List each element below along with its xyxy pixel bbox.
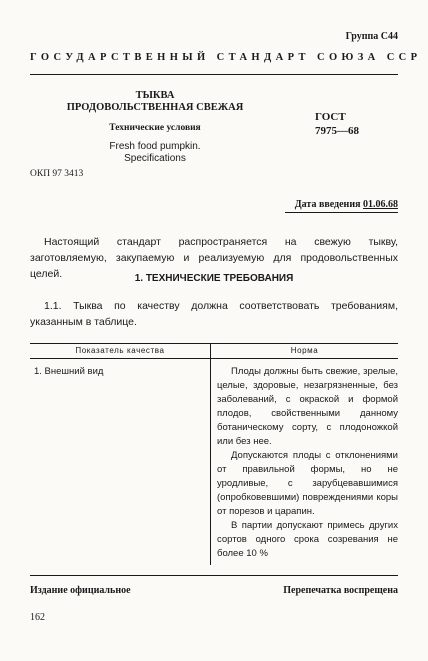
edition-note: Издание официальное: [30, 585, 131, 596]
gost-number: 7975—68: [315, 125, 359, 137]
introduction-date-label: Дата введения: [294, 199, 361, 210]
introduction-date-value: 01.06.68: [363, 199, 398, 210]
quality-table: [30, 343, 398, 565]
table-row: [30, 359, 398, 566]
title-block: [40, 90, 270, 165]
introduction-date: [295, 199, 398, 210]
header-divider: [30, 74, 398, 75]
title-line-1: ТЫКВА: [135, 90, 175, 101]
table-header-row: [30, 344, 398, 359]
norm-paragraph: В партии допускают примесь других сортов одного срока созревания не более 10 %: [217, 520, 398, 559]
norm-paragraph: Плоды должны быть свежие, зрелые, целые, здоровые, незагрязненные, без заболеваний, с окраской и формой плодов, свойственными данному ботаническому сорту, с плодоножкой или без нее.: [217, 366, 398, 447]
group-code: Группа С44: [345, 31, 398, 42]
okp-code: ОКП 97 3413: [30, 169, 84, 179]
section-title: 1. ТЕХНИЧЕСКИЕ ТРЕБОВАНИЯ: [134, 273, 294, 284]
reprint-note: Перепечатка воспрещена: [283, 585, 398, 596]
clause-1-1: 1.1. Тыква по качеству должна соответствовать требованиям, указанным в таблице.: [30, 300, 398, 328]
english-title-line-2: Specifications: [124, 153, 186, 164]
table-header-indicator: Показатель качества: [30, 344, 211, 359]
table-cell-indicator: 1. Внешний вид: [30, 359, 211, 566]
english-title: [40, 141, 270, 165]
table-header-norm: Норма: [211, 344, 399, 359]
date-divider: [285, 212, 398, 213]
footer-divider: [30, 575, 398, 576]
gost-designation: [315, 110, 359, 138]
english-title-line-1: Fresh food pumpkin.: [109, 141, 201, 152]
gost-label: ГОСТ: [315, 111, 346, 123]
table-cell-norm: [211, 359, 399, 566]
norm-paragraph: Допускаются плоды с отклонениями от правильной формы, но не уродливые, с зарубцевавшимися (опробковевшими) повреждениями коры от порезов и царапин.: [217, 450, 398, 517]
page-number: 162: [30, 612, 45, 623]
title-subtitle: Технические условия: [109, 123, 201, 133]
title-line-2: ПРОДОВОЛЬСТВЕННАЯ СВЕЖАЯ: [66, 102, 244, 113]
scope-paragraph: Настоящий стандарт распространяется на свежую тыкву, заготовляемую, закупаемую и реализуемую для продовольственных целей.: [30, 236, 398, 280]
standard-header: ГОСУДАРСТВЕННЫЙ СТАНДАРТ СОЮЗА ССР: [30, 52, 422, 63]
